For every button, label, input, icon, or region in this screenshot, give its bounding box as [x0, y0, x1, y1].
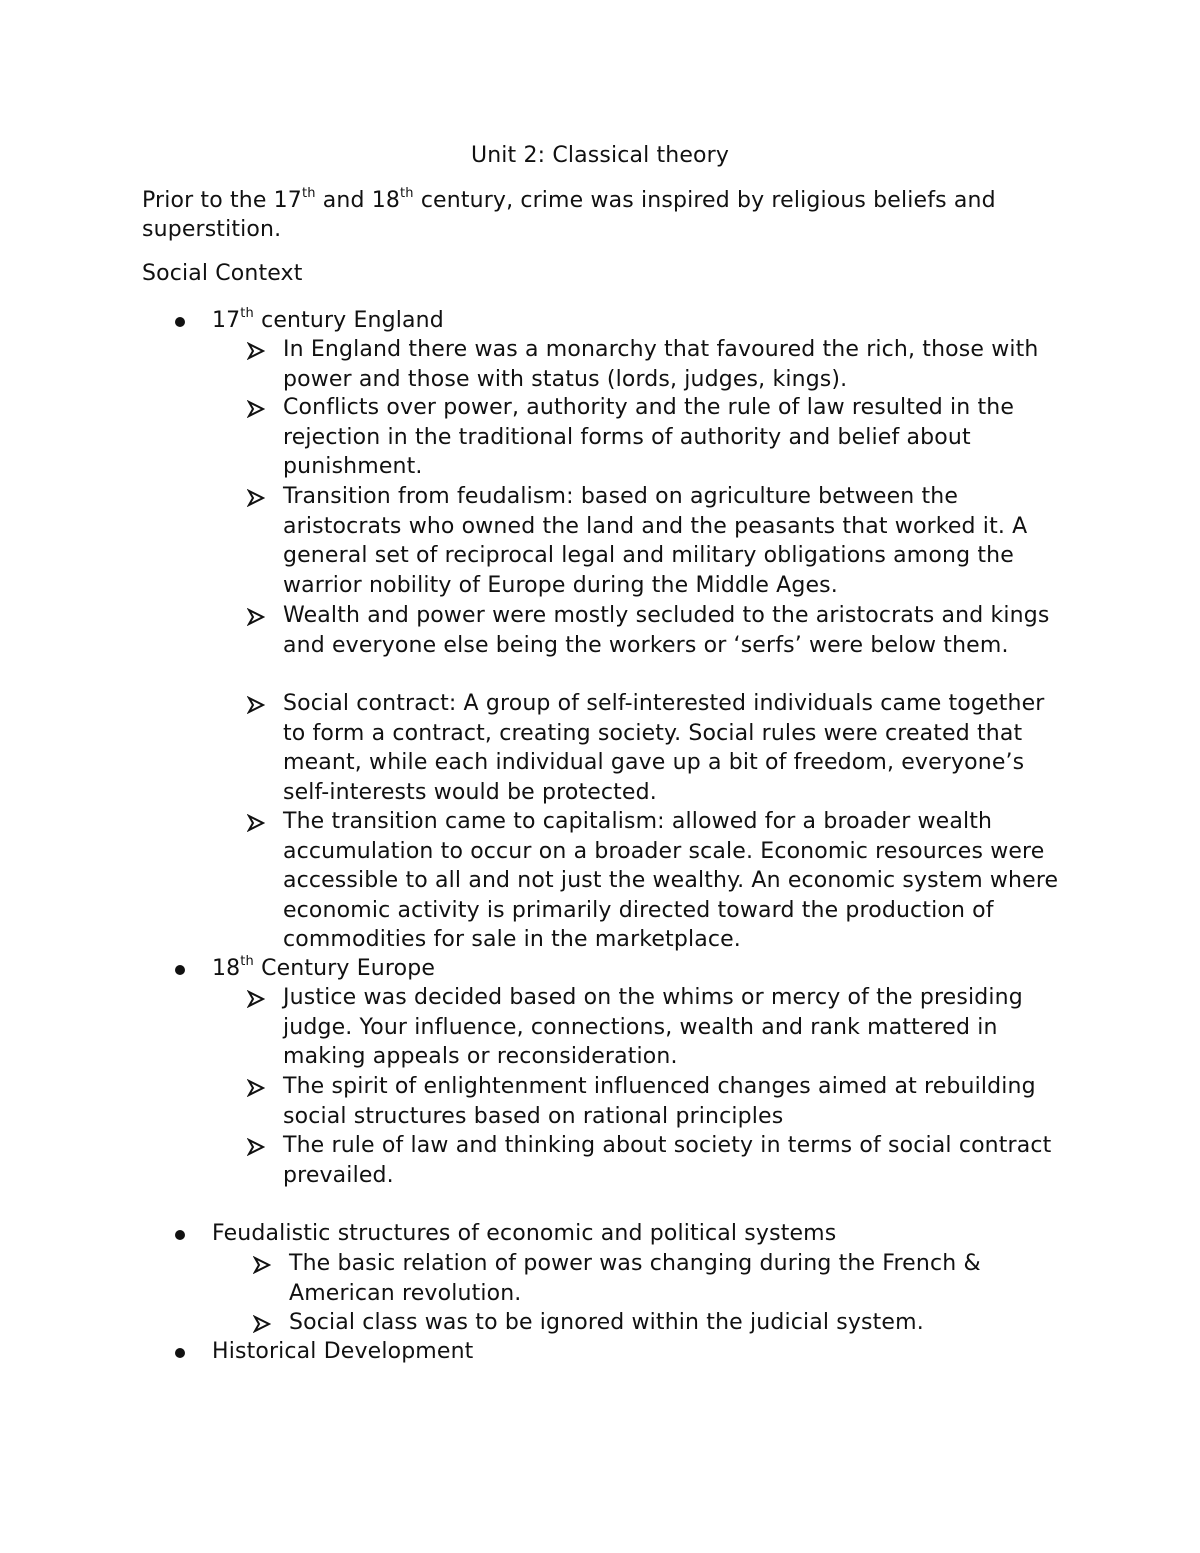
arrow-bullet-icon [247, 990, 265, 1008]
bullet-item-label [212, 954, 435, 984]
arrow-bullet-icon [247, 1079, 265, 1097]
label-text: century England [253, 308, 444, 333]
arrow-bullet-icon [247, 696, 265, 714]
bullet-icon [175, 317, 185, 327]
label-sup: th [240, 305, 254, 321]
sub-point: Transition from feudalism: based on agriculture between the aristocrats who owned the land and the peasants that worked it. A general set of reciprocal legal and military obligations among the warrior nobility of Europe during the Middle Ages. [283, 484, 1028, 598]
intro-text: century, crime was inspired by religious beliefs and superstition. [142, 188, 996, 242]
arrow-bullet-icon [247, 489, 265, 507]
sub-point: The spirit of enlightenment influenced changes aimed at rebuilding social structures based on rational principles [283, 1074, 1036, 1129]
arrow-bullet-icon [253, 1256, 271, 1274]
sub-point: In England there was a monarchy that favoured the rich, those with power and those with status (lords, judges, kings). [283, 337, 1039, 392]
label-text: Century Europe [253, 956, 436, 981]
bullet-icon [175, 1348, 185, 1358]
arrow-bullet-icon [247, 814, 265, 832]
section-heading: Social Context [142, 261, 303, 286]
bullet-item-label: Feudalistic structures of economic and political systems [212, 1221, 837, 1246]
sub-point: Justice was decided based on the whims or mercy of the presiding judge. Your influence, connections, wealth and rank mattered in making appeals or reconsideration. [283, 985, 1023, 1070]
intro-text: and 18 [315, 188, 401, 213]
bullet-item-label: Historical Development [212, 1339, 474, 1364]
label-text: 17 [212, 308, 241, 333]
intro-sup: th [400, 185, 414, 201]
intro-paragraph [142, 186, 1082, 244]
intro-text: Prior to the 17 [142, 188, 302, 213]
bullet-icon [175, 965, 185, 975]
sub-point: Social contract: A group of self-interested individuals came together to form a contract, creating society. Social rules were created that meant, while each individual gave up a bit of freedom, everyone’s self-interests would be protected. [283, 691, 1045, 805]
sub-point: The transition came to capitalism: allowed for a broader wealth accumulation to occur on a broader scale. Economic resources were accessible to all and not just the wealthy. An economic system where economic activity is primarily directed toward the production of commodities for sale in the marketplace. [283, 809, 1059, 953]
label-sup: th [240, 953, 254, 969]
label-text: 18 [212, 956, 241, 981]
intro-sup: th [301, 185, 316, 201]
sub-point: The rule of law and thinking about society in terms of social contract prevailed. [283, 1133, 1052, 1188]
arrow-bullet-icon [253, 1315, 271, 1333]
bullet-icon [175, 1230, 185, 1240]
sub-point: Social class was to be ignored within the judicial system. [289, 1310, 924, 1335]
arrow-bullet-icon [247, 400, 265, 418]
bullet-item-label [212, 306, 444, 336]
arrow-bullet-icon [247, 1138, 265, 1156]
arrow-bullet-icon [247, 608, 265, 626]
arrow-bullet-icon [247, 342, 265, 360]
sub-point: The basic relation of power was changing during the French & American revolution. [289, 1251, 981, 1306]
sub-point: Conflicts over power, authority and the rule of law resulted in the rejection in the traditional forms of authority and belief about punishment. [283, 395, 1015, 480]
page-title: Unit 2: Classical theory [470, 143, 730, 168]
sub-point: Wealth and power were mostly secluded to the aristocrats and kings and everyone else being the workers or ‘serfs’ were below them. [283, 603, 1050, 658]
